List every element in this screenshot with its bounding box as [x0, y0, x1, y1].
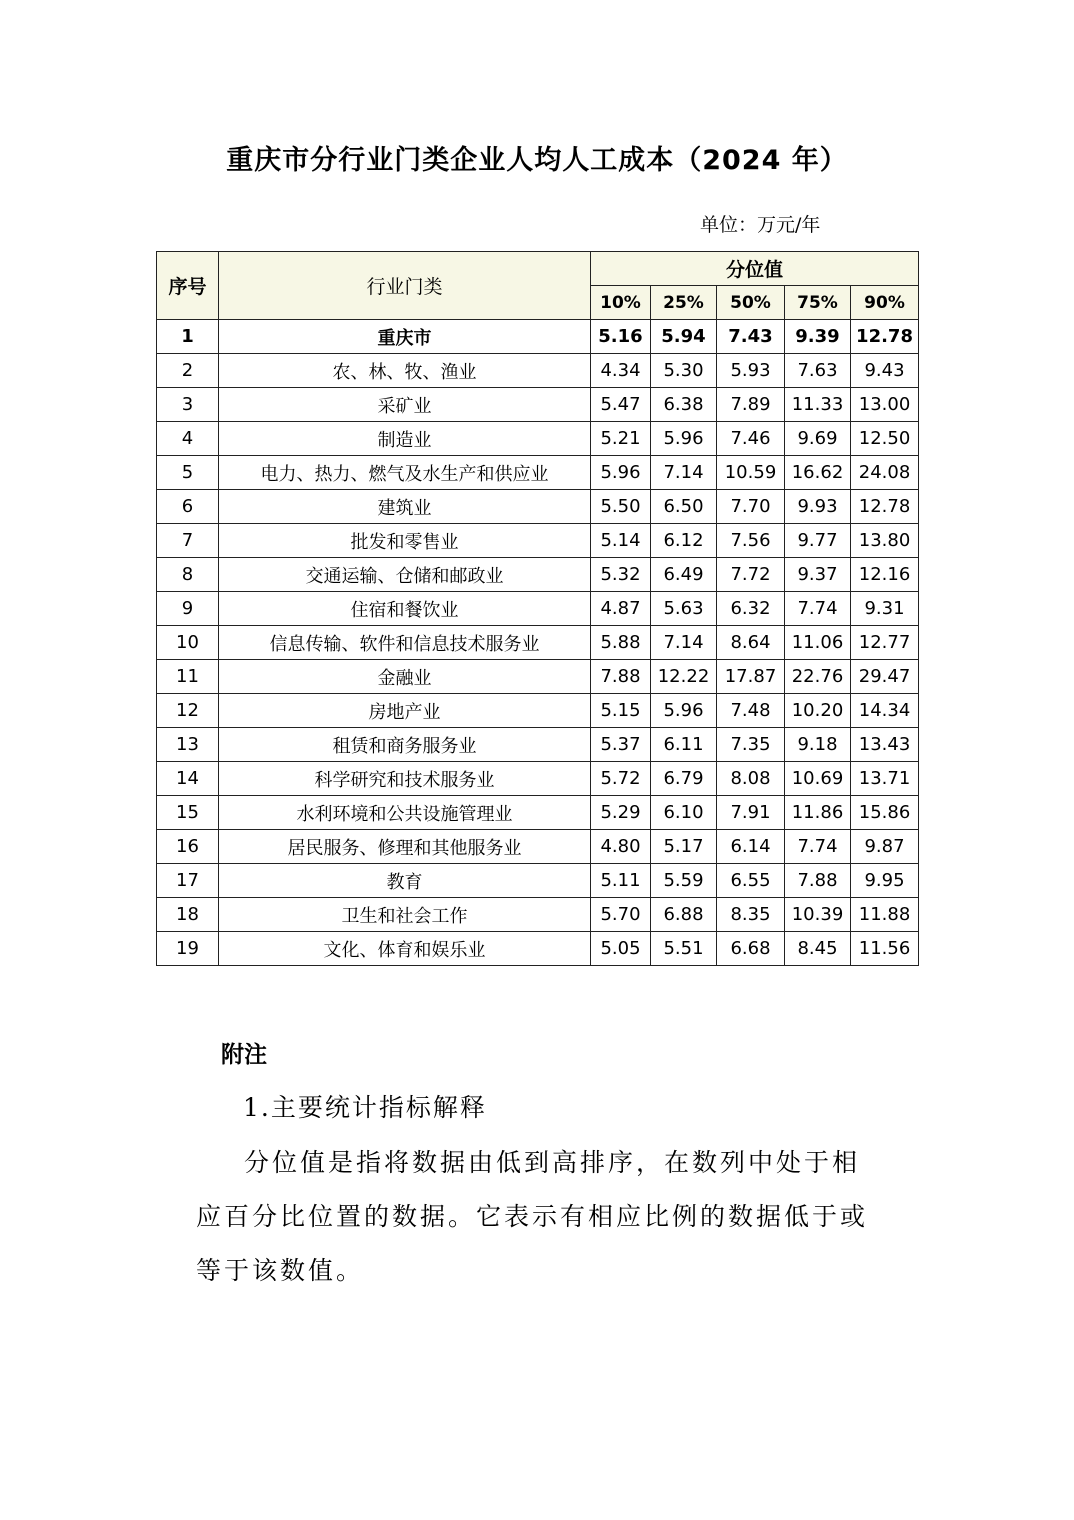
- row-value-p10: 5.88: [591, 626, 651, 660]
- table-row: [157, 388, 919, 422]
- header-p25: 25%: [651, 286, 717, 320]
- row-industry: 住宿和餐饮业: [219, 592, 591, 626]
- row-value-p25: 6.50: [651, 490, 717, 524]
- table-row: [157, 524, 919, 558]
- row-value-p90: 14.34: [851, 694, 919, 728]
- row-value-p25: 6.11: [651, 728, 717, 762]
- row-value-p75: 9.93: [785, 490, 851, 524]
- row-value-p50: 6.32: [717, 592, 785, 626]
- row-seq: 6: [157, 490, 219, 524]
- table-row: [157, 354, 919, 388]
- header-p50: 50%: [717, 286, 785, 320]
- row-value-p90: 12.78: [851, 320, 919, 354]
- table-row: [157, 320, 919, 354]
- row-value-p50: 8.64: [717, 626, 785, 660]
- header-industry: 行业门类: [219, 252, 591, 320]
- row-seq: 18: [157, 898, 219, 932]
- row-value-p50: 8.35: [717, 898, 785, 932]
- row-value-p50: 7.72: [717, 558, 785, 592]
- row-industry: 批发和零售业: [219, 524, 591, 558]
- row-value-p10: 5.96: [591, 456, 651, 490]
- row-seq: 3: [157, 388, 219, 422]
- row-value-p50: 6.68: [717, 932, 785, 966]
- row-value-p90: 11.56: [851, 932, 919, 966]
- row-value-p50: 8.08: [717, 762, 785, 796]
- table-row: [157, 490, 919, 524]
- row-value-p25: 5.17: [651, 830, 717, 864]
- row-value-p50: 6.14: [717, 830, 785, 864]
- header-p10: 10%: [591, 286, 651, 320]
- row-value-p50: 5.93: [717, 354, 785, 388]
- row-value-p10: 5.72: [591, 762, 651, 796]
- row-industry: 采矿业: [219, 388, 591, 422]
- row-value-p25: 6.79: [651, 762, 717, 796]
- table-row: [157, 830, 919, 864]
- row-value-p90: 24.08: [851, 456, 919, 490]
- row-value-p25: 12.22: [651, 660, 717, 694]
- row-value-p90: 15.86: [851, 796, 919, 830]
- row-value-p90: 12.77: [851, 626, 919, 660]
- row-seq: 4: [157, 422, 219, 456]
- row-seq: 16: [157, 830, 219, 864]
- unit-label: 单位：万元/年: [700, 214, 821, 236]
- table-row: [157, 864, 919, 898]
- row-value-p25: 7.14: [651, 626, 717, 660]
- table-row: [157, 592, 919, 626]
- row-value-p90: 9.95: [851, 864, 919, 898]
- row-value-p75: 16.62: [785, 456, 851, 490]
- row-value-p90: 13.80: [851, 524, 919, 558]
- row-value-p90: 12.50: [851, 422, 919, 456]
- table-row: [157, 694, 919, 728]
- row-industry: 水利环境和公共设施管理业: [219, 796, 591, 830]
- row-value-p75: 7.74: [785, 592, 851, 626]
- table-row: [157, 898, 919, 932]
- row-value-p75: 10.20: [785, 694, 851, 728]
- row-value-p25: 5.63: [651, 592, 717, 626]
- row-value-p25: 5.96: [651, 422, 717, 456]
- row-value-p10: 5.47: [591, 388, 651, 422]
- row-value-p10: 5.32: [591, 558, 651, 592]
- row-value-p10: 5.14: [591, 524, 651, 558]
- table-row: [157, 626, 919, 660]
- row-seq: 2: [157, 354, 219, 388]
- row-industry: 制造业: [219, 422, 591, 456]
- header-percentile-group: 分位值: [591, 252, 919, 286]
- row-value-p50: 7.89: [717, 388, 785, 422]
- row-value-p10: 4.34: [591, 354, 651, 388]
- row-value-p75: 11.86: [785, 796, 851, 830]
- row-value-p90: 12.78: [851, 490, 919, 524]
- row-value-p75: 10.39: [785, 898, 851, 932]
- row-value-p90: 11.88: [851, 898, 919, 932]
- row-value-p75: 10.69: [785, 762, 851, 796]
- row-industry: 教育: [219, 864, 591, 898]
- row-value-p90: 9.87: [851, 830, 919, 864]
- row-value-p90: 29.47: [851, 660, 919, 694]
- row-value-p50: 6.55: [717, 864, 785, 898]
- row-value-p75: 8.45: [785, 932, 851, 966]
- row-value-p25: 5.51: [651, 932, 717, 966]
- row-value-p10: 5.50: [591, 490, 651, 524]
- row-value-p90: 13.71: [851, 762, 919, 796]
- page-title: 重庆市分行业门类企业人均人工成本（2024 年）: [226, 145, 848, 176]
- row-seq: 17: [157, 864, 219, 898]
- row-value-p25: 6.38: [651, 388, 717, 422]
- row-industry: 农、林、牧、渔业: [219, 354, 591, 388]
- row-value-p75: 9.37: [785, 558, 851, 592]
- row-value-p10: 4.80: [591, 830, 651, 864]
- row-value-p25: 6.49: [651, 558, 717, 592]
- row-seq: 10: [157, 626, 219, 660]
- row-seq: 5: [157, 456, 219, 490]
- row-value-p75: 9.18: [785, 728, 851, 762]
- row-industry: 房地产业: [219, 694, 591, 728]
- row-value-p25: 5.96: [651, 694, 717, 728]
- row-value-p50: 10.59: [717, 456, 785, 490]
- row-value-p90: 13.43: [851, 728, 919, 762]
- notes-heading: 附注: [221, 1042, 267, 1068]
- table-row: [157, 558, 919, 592]
- row-value-p50: 17.87: [717, 660, 785, 694]
- row-value-p10: 7.88: [591, 660, 651, 694]
- row-value-p50: 7.48: [717, 694, 785, 728]
- row-value-p10: 5.15: [591, 694, 651, 728]
- row-seq: 12: [157, 694, 219, 728]
- row-value-p10: 5.11: [591, 864, 651, 898]
- row-value-p50: 7.91: [717, 796, 785, 830]
- row-value-p90: 12.16: [851, 558, 919, 592]
- row-value-p90: 9.31: [851, 592, 919, 626]
- row-seq: 13: [157, 728, 219, 762]
- row-industry: 科学研究和技术服务业: [219, 762, 591, 796]
- notes-text: 分位值是指将数据由低到高排序，在数列中处于相应百分比位置的数据。它表示有相应比例的数据低于或等于该数值。: [196, 1148, 869, 1285]
- table-row: [157, 932, 919, 966]
- row-value-p75: 11.06: [785, 626, 851, 660]
- row-value-p10: 5.70: [591, 898, 651, 932]
- row-value-p75: 7.88: [785, 864, 851, 898]
- row-seq: 7: [157, 524, 219, 558]
- cost-table: [156, 251, 919, 966]
- row-value-p10: 5.05: [591, 932, 651, 966]
- row-value-p75: 7.74: [785, 830, 851, 864]
- row-industry: 建筑业: [219, 490, 591, 524]
- row-industry: 卫生和社会工作: [219, 898, 591, 932]
- table-row: [157, 422, 919, 456]
- table-row: [157, 728, 919, 762]
- row-value-p75: 11.33: [785, 388, 851, 422]
- row-value-p25: 6.12: [651, 524, 717, 558]
- row-industry: 电力、热力、燃气及水生产和供应业: [219, 456, 591, 490]
- table-body: [157, 320, 919, 966]
- row-value-p25: 6.88: [651, 898, 717, 932]
- row-value-p50: 7.43: [717, 320, 785, 354]
- row-value-p50: 7.46: [717, 422, 785, 456]
- row-value-p25: 7.14: [651, 456, 717, 490]
- row-value-p10: 5.21: [591, 422, 651, 456]
- row-industry: 文化、体育和娱乐业: [219, 932, 591, 966]
- table-row: [157, 660, 919, 694]
- row-value-p25: 5.94: [651, 320, 717, 354]
- row-value-p25: 5.30: [651, 354, 717, 388]
- row-value-p25: 5.59: [651, 864, 717, 898]
- row-value-p25: 6.10: [651, 796, 717, 830]
- row-value-p75: 9.39: [785, 320, 851, 354]
- row-value-p75: 9.77: [785, 524, 851, 558]
- row-industry: 租赁和商务服务业: [219, 728, 591, 762]
- row-value-p75: 22.76: [785, 660, 851, 694]
- row-value-p10: 5.37: [591, 728, 651, 762]
- row-value-p50: 7.70: [717, 490, 785, 524]
- row-seq: 1: [157, 320, 219, 354]
- row-industry: 重庆市: [219, 320, 591, 354]
- row-value-p75: 9.69: [785, 422, 851, 456]
- row-seq: 19: [157, 932, 219, 966]
- row-industry: 信息传输、软件和信息技术服务业: [219, 626, 591, 660]
- header-p90: 90%: [851, 286, 919, 320]
- header-seq: 序号: [157, 252, 219, 320]
- row-seq: 15: [157, 796, 219, 830]
- row-value-p90: 9.43: [851, 354, 919, 388]
- row-value-p90: 13.00: [851, 388, 919, 422]
- row-seq: 9: [157, 592, 219, 626]
- row-value-p10: 5.16: [591, 320, 651, 354]
- table-row: [157, 796, 919, 830]
- row-value-p75: 7.63: [785, 354, 851, 388]
- row-seq: 14: [157, 762, 219, 796]
- row-seq: 8: [157, 558, 219, 592]
- row-value-p10: 4.87: [591, 592, 651, 626]
- row-industry: 居民服务、修理和其他服务业: [219, 830, 591, 864]
- table-row: [157, 456, 919, 490]
- row-value-p50: 7.35: [717, 728, 785, 762]
- row-value-p10: 5.29: [591, 796, 651, 830]
- header-p75: 75%: [785, 286, 851, 320]
- row-industry: 交通运输、仓储和邮政业: [219, 558, 591, 592]
- row-seq: 11: [157, 660, 219, 694]
- table-row: [157, 762, 919, 796]
- row-industry: 金融业: [219, 660, 591, 694]
- row-value-p50: 7.56: [717, 524, 785, 558]
- notes-subheading: 1.主要统计指标解释: [243, 1093, 487, 1122]
